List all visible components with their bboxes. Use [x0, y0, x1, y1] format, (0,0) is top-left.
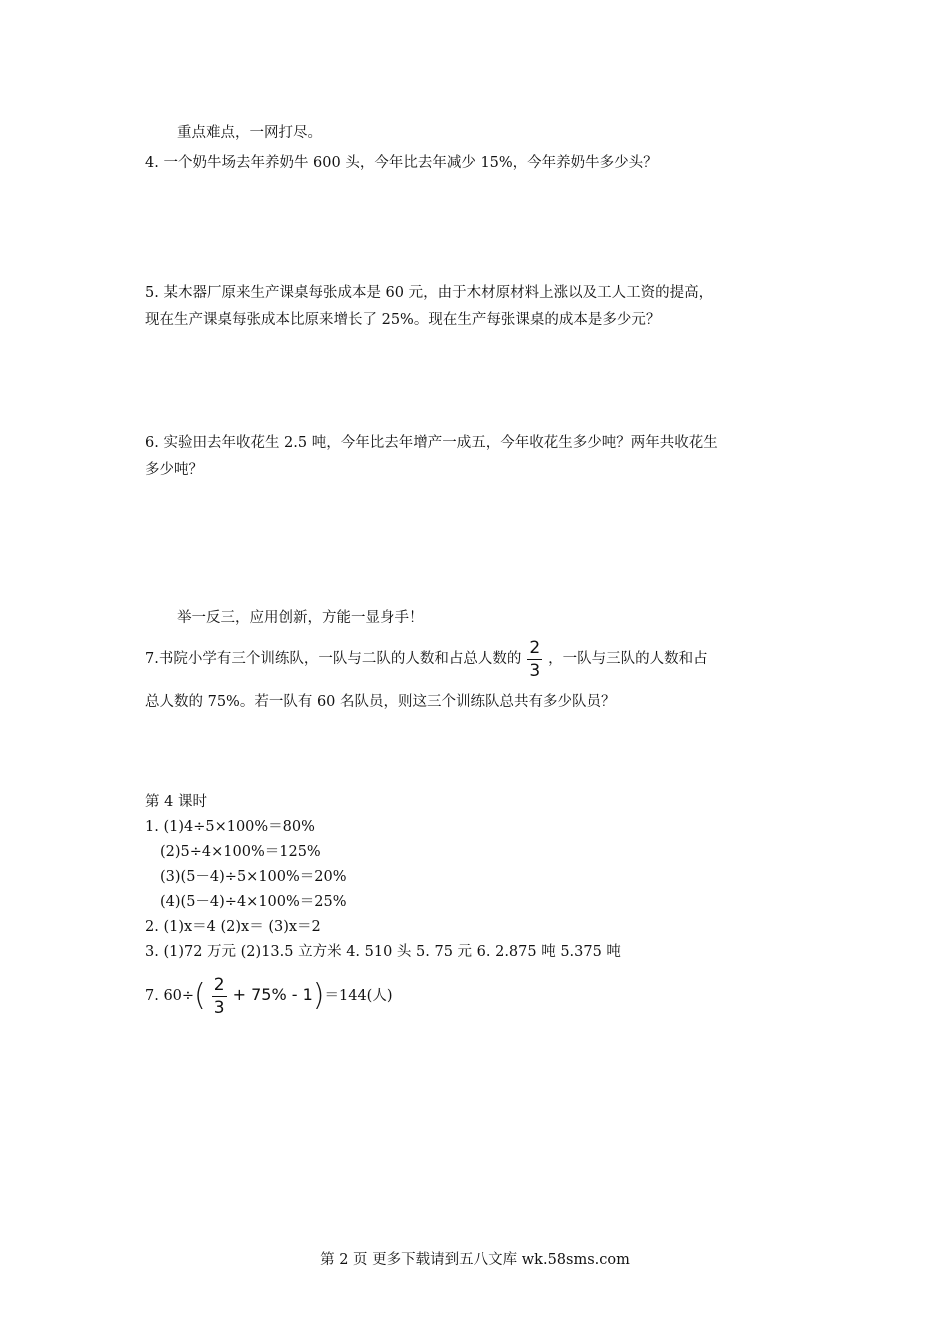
question-7-line-1 [145, 634, 708, 684]
question-5-line-1: 5. 某木器厂原来生产课桌每张成本是 60 元，由于木材原材料上涨以及工人工资的提高， [145, 285, 714, 301]
answer-7-expression: + 75% - 1 [232, 985, 313, 1004]
question-6-line-2: 多少吨？ [145, 462, 203, 478]
fraction-numerator: 2 [529, 637, 541, 658]
answer-7 [145, 970, 393, 1021]
right-paren: ) [312, 978, 325, 1013]
fraction-two-thirds [527, 637, 542, 682]
fraction-denominator: 3 [213, 997, 225, 1018]
answer-7-suffix: ＝144(人) [324, 988, 393, 1004]
answer-2: 2. (1)x＝4 (2)x＝ (3)x＝2 [145, 919, 321, 935]
answer-1-2: (2)5÷4×100%＝125% [160, 844, 321, 860]
section-heading-key-points: 重点难点，一网打尽。 [177, 125, 322, 141]
answer-1-4: (4)(5－4)÷4×100%＝25% [160, 894, 347, 910]
question-7-text-a: 7.书院小学有三个训练队，一队与二队的人数和占总人数的 [145, 651, 522, 667]
answer-1-3: (3)(5－4)÷5×100%＝20% [160, 869, 347, 885]
question-5-line-2: 现在生产课桌每张成本比原来增长了 25%。现在生产每张课桌的成本是多少元？ [145, 312, 661, 328]
answer-1-1: 1. (1)4÷5×100%＝80% [145, 819, 315, 835]
left-paren: ( [194, 978, 206, 1013]
question-7-line-2: 总人数的 75%。若一队有 60 名队员，则这三个训练队总共有多少队员？ [145, 694, 616, 710]
question-4: 4. 一个奶牛场去年养奶牛 600 头，今年比去年减少 15%，今年养奶牛多少头？ [145, 155, 658, 171]
fraction-denominator: 3 [529, 660, 541, 681]
answers-title: 第 4 课时 [145, 794, 207, 810]
section-heading-apply: 举一反三，应用创新，方能一显身手！ [177, 610, 424, 626]
fraction-numerator: 2 [213, 974, 225, 995]
answer-3-to-6: 3. (1)72 万元 (2)13.5 立方米 4. 510 头 5. 75 元 6. 2.875 吨 5.375 吨 [145, 944, 621, 960]
question-7-text-b: ，一队与三队的人数和占 [548, 651, 708, 667]
answer-7-fraction [212, 974, 227, 1019]
answer-7-prefix: 7. 60÷ [145, 988, 195, 1004]
question-6-line-1: 6. 实验田去年收花生 2.5 吨，今年比去年增产一成五，今年收花生多少吨？两年共收花生 [145, 435, 718, 451]
page-footer: 第 2 页 更多下载请到五八文库 wk.58sms.com [320, 1252, 630, 1268]
